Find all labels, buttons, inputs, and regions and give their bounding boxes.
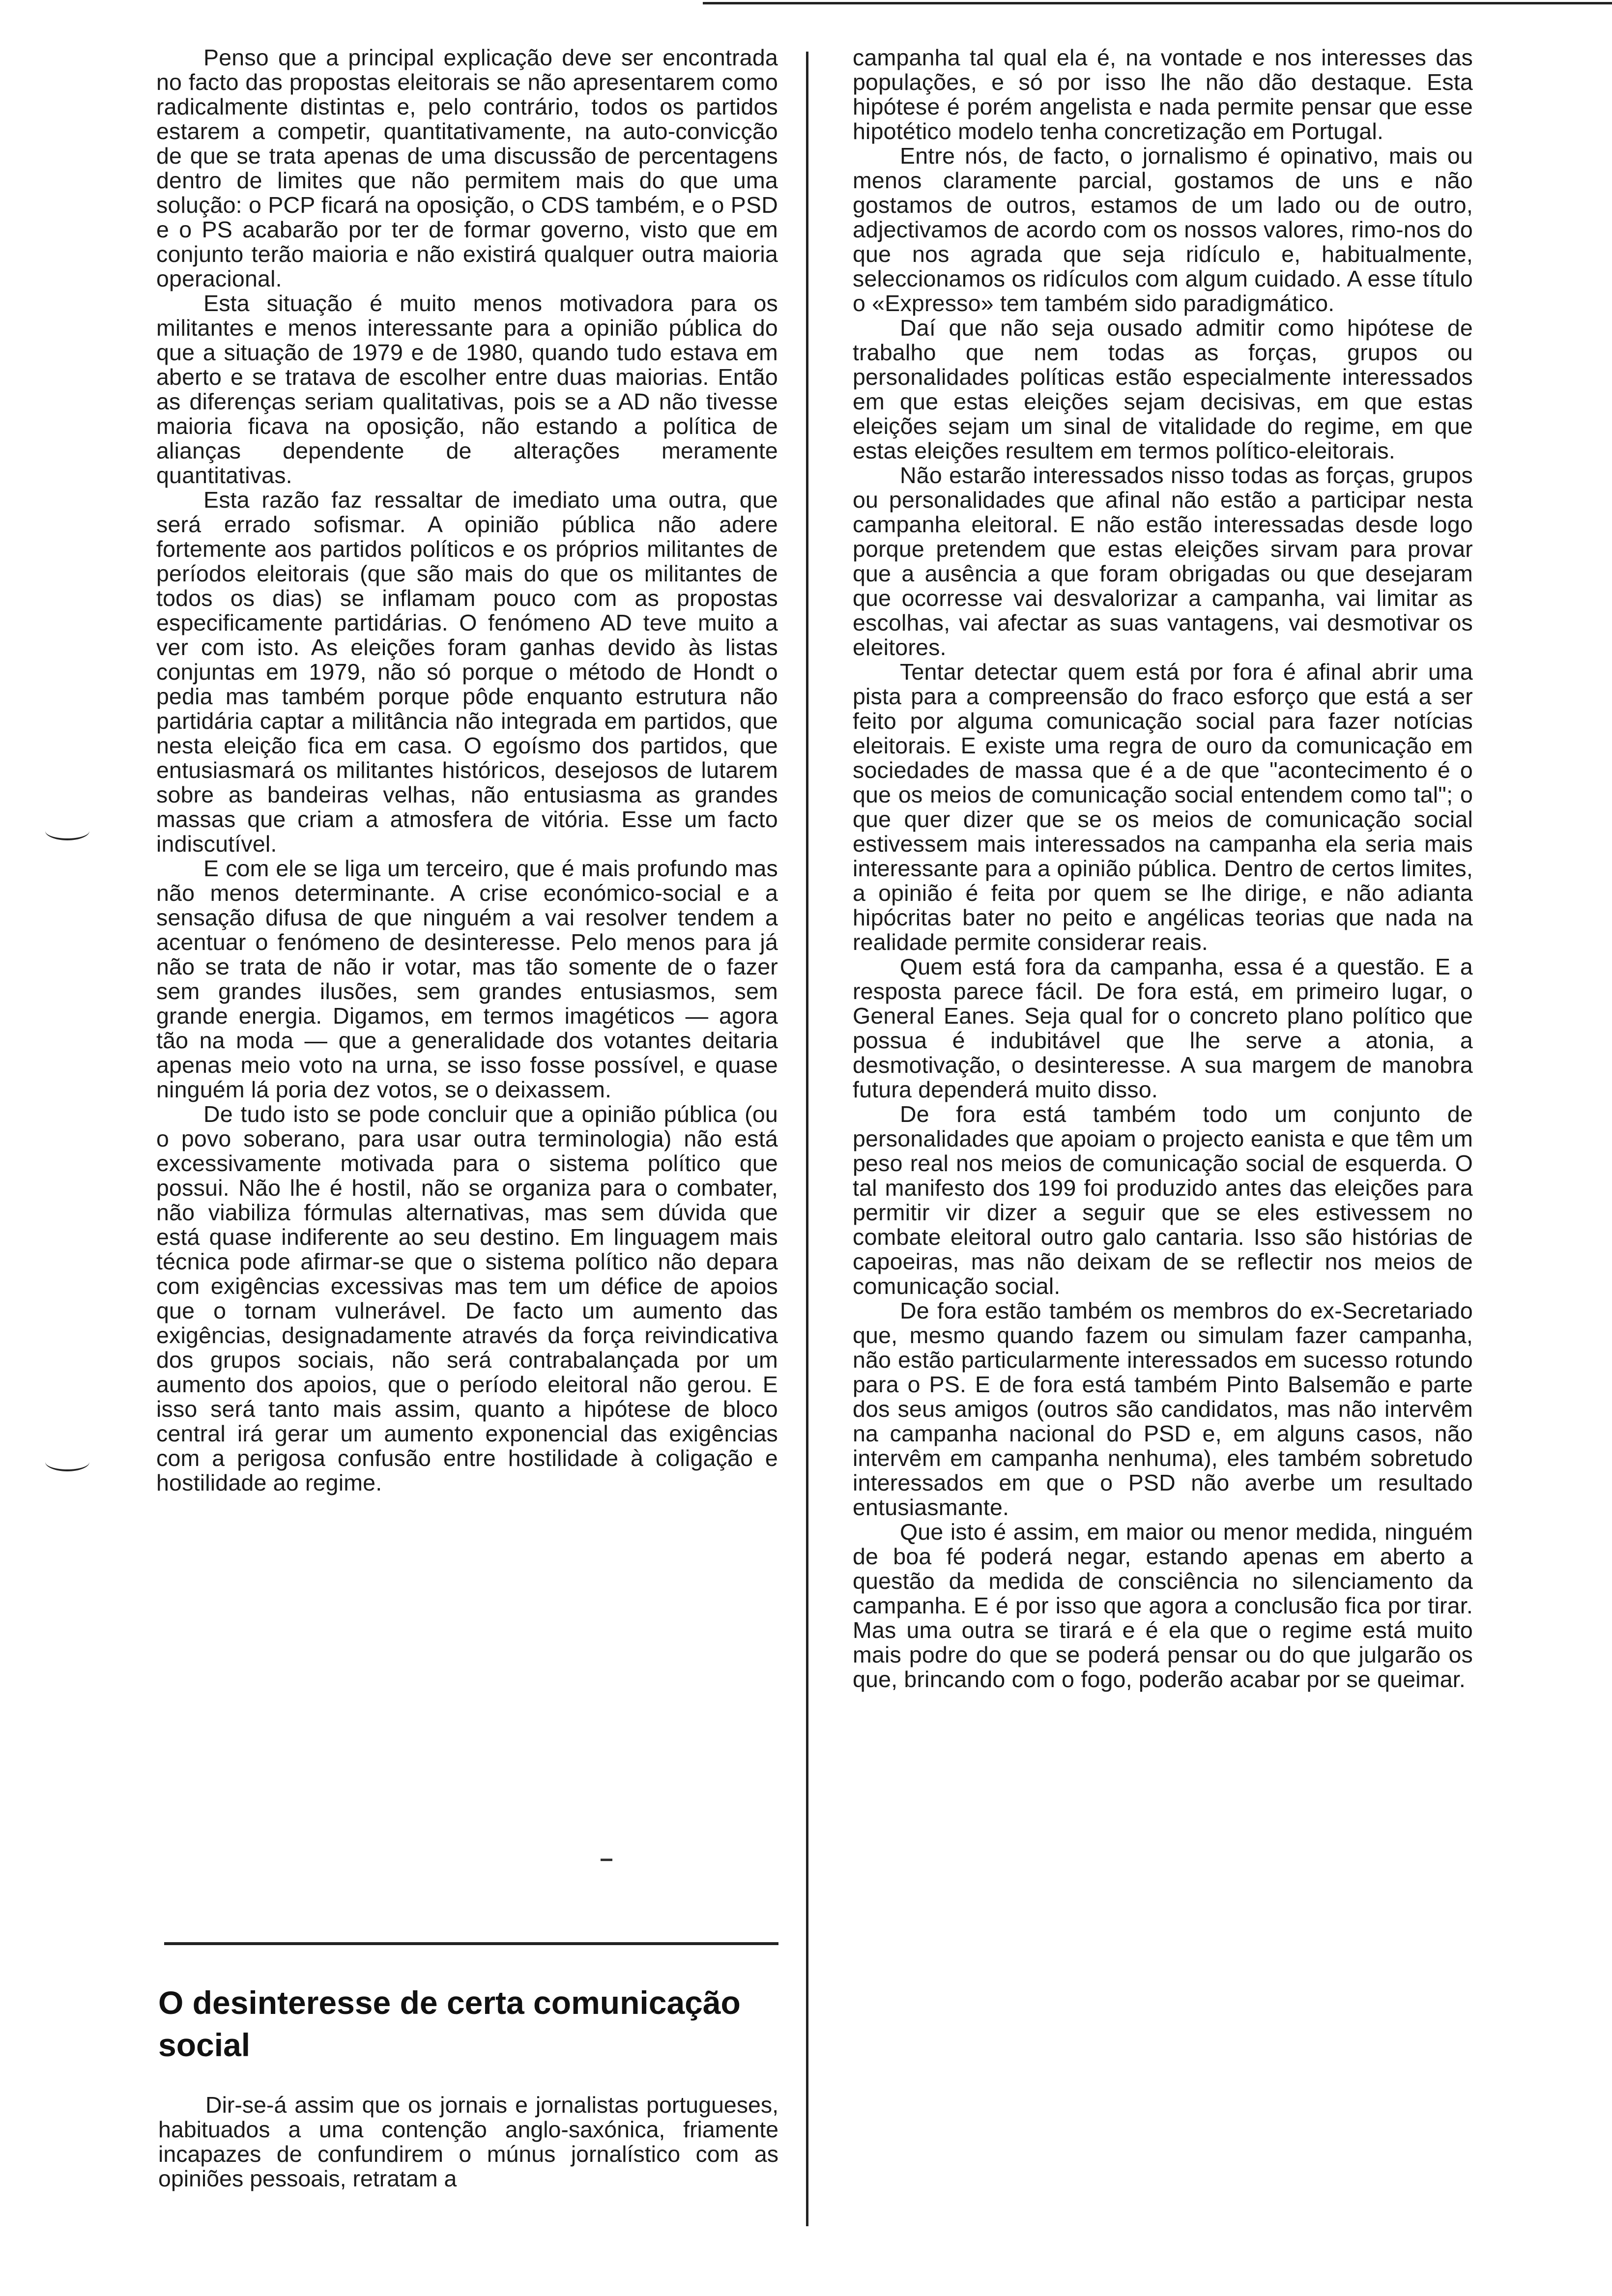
section-body (158, 2093, 778, 2191)
paragraph: Esta situação é muito menos motivadora para os militantes e menos interessante para a opinião pública do que a situação de 1979 e de 1980, quando tudo estava em aberto e se tratava de escolher entre duas maiorias. Então as diferenças seriam qualitativas, pois se a AD não tivesse maioria ficava na oposição, não estando a política de alianças dependente de alterações meramente quantitativas. (156, 290, 778, 488)
paragraph: Tentar detectar quem está por fora é afinal abrir uma pista para a compreensão do fraco esforço que está a ser feito por alguma comunicação social para fazer notícias eleitorais. E existe uma regra de ouro da comunicação em sociedades de massa que é a de que "acontecimento é o que os meios de comunicação social entendem como tal"; o que quer dizer que se os meios de comunicação social estivessem mais interessados na campanha ela seria mais interessante para a opinião pública. Dentro de certos limites, a opinião é feita por quem se lhe dirige, e não adianta hipócritas bater no peito e angélicas teorias que nada na realidade permite considerar reais. (853, 659, 1473, 955)
paragraph: Não estarão interessados nisso todas as forças, grupos ou personalidades que afinal não estão a participar nesta campanha eleitoral. E não estão interessadas desde logo porque pretendem que estas eleições sirvam para provar que a ausência a que foram obrigadas ou que desejaram que ocorresse vai desvalorizar a campanha, vai limitar as escolhas, vai afectar as suas vantagens, vai desmotivar os eleitores. (853, 462, 1473, 660)
margin-mark (45, 822, 89, 840)
paragraph: De tudo isto se pode concluir que a opinião pública (ou o povo soberano, para usar outra terminologia) não está excessivamente motivada para o sistema político que possui. Não lhe é hostil, não se organiza para o combater, não viabiliza fórmulas alternativas, mas sem dúvida que está quase indiferente ao seu destino. Em linguagem mais técnica pode afirmar-se que o sistema político não depara com exigências excessivas mas tem um défice de apoios que o tornam vulnerável. De facto um aumento das exigências, designadamente através da força reivindicativa dos grupos sociais, não será contrabalançada por um aumento dos apoios, que o período eleitoral não gerou. E isso será tanto mais assim, quanto a hipótese de bloco central irá gerar um aumento exponencial das exigências com a perigosa confusão entre hostilidade à coligação e hostilidade ao regime. (156, 1101, 778, 1495)
top-rule (703, 2, 1612, 4)
left-column (156, 45, 778, 1495)
paragraph: De fora está também todo um conjunto de personalidades que apoiam o projecto eanista e que têm um peso real nos meios de comunicação social de esquerda. O tal manifesto dos 199 foi produzido antes das eleições para permitir vir dizer a seguir que se eles estivessem no combate eleitoral outro galo cantaria. Isso são histórias de capoeiras, mas não deixam de se reflectir nos meios de comunicação social. (853, 1101, 1473, 1299)
margin-mark (45, 1453, 89, 1471)
paragraph: Penso que a principal explicação deve ser encontrada no facto das propostas eleitorais se não apresentarem como radicalmente distintas e, pelo contrário, todos os partidos estarem a competir, quantitativamente, na auto-convicção de que se trata apenas de uma discussão de percentagens dentro de limites que não permitem mais do que uma solução: o PCP ficará na oposição, o CDS também, e o PSD e o PS acabarão por ter de formar governo, visto que em conjunto terão maioria e não existirá qualquer outra maioria operacional. (156, 45, 778, 291)
end-dash (601, 1859, 612, 1861)
section-rule (164, 1942, 778, 1945)
right-column (853, 45, 1473, 1692)
paragraph: E com ele se liga um terceiro, que é mais profundo mas não menos determinante. A crise económico-social e a sensação difusa de que ninguém a vai resolver tendem a acentuar o fenómeno de desinteresse. Pelo menos para já não se trata de não ir votar, mas tão somente de o fazer sem grandes ilusões, sem grandes entusiasmos, sem grande energia. Digamos, em termos imagéticos — agora tão na moda — que a generalidade dos votantes deitaria apenas meio voto na urna, se isso fosse possível, e quase ninguém lá poria dez votos, se o deixassem. (156, 856, 778, 1102)
paragraph: Entre nós, de facto, o jornalismo é opinativo, mais ou menos claramente parcial, gostamos de uns e não gostamos de outros, estamos de um lado ou de outro, adjectivamos de acordo com os nossos valores, rimo-nos do que nos agrada que seja ridículo e, habitualmente, seleccionamos os ridículos com algum cuidado. A esse título o «Expresso» tem também sido paradigmático. (853, 143, 1473, 316)
paragraph: De fora estão também os membros do ex-Secretariado que, mesmo quando fazem ou simulam fazer campanha, não estão particularmente interessados em sucesso rotundo para o PS. E de fora está também Pinto Balsemão e parte dos seus amigos (outros são candidatos, mas não intervêm na campanha nacional do PSD e, em alguns casos, não intervêm em campanha nenhuma), eles também sobretudo interessados em que o PSD não averbe um resultado entusiasmante. (853, 1298, 1473, 1520)
paragraph: Daí que não seja ousado admitir como hipótese de trabalho que nem todas as forças, grupos ou personalidades políticas estão especialmente interessados em que estas eleições sejam decisivas, em que estas eleições sejam um sinal de vitalidade do regime, em que estas eleições resultem em termos político-eleitorais. (853, 315, 1473, 463)
paragraph: Que isto é assim, em maior ou menor medida, ninguém de boa fé poderá negar, estando apenas em aberto a questão da medida de consciência no silenciamento da campanha. E é por isso que agora a conclusão fica por tirar. Mas uma outra se tirará e é ela que o regime está muito mais podre do que se poderá pensar ou do que julgarão os que, brincando com o fogo, poderão acabar por se queimar. (853, 1519, 1473, 1692)
paragraph: Esta razão faz ressaltar de imediato uma outra, que será errado sofismar. A opinião pública não adere fortemente aos partidos políticos e os próprios militantes de períodos eleitorais (que são mais do que os militantes de todos os dias) se inflamam pouco com as propostas especificamente partidárias. O fenómeno AD teve muito a ver com isto. As eleições foram ganhas devido às listas conjuntas em 1979, não só porque o método de Hondt o pedia mas também porque pôde enquanto estrutura não partidária captar a militância não integrada em partidos, que nesta eleição fica em casa. O egoísmo dos partidos, que entusiasmará os militantes históricos, desejosos de lutarem sobre as bandeiras velhas, não entusiasma as grandes massas que criam a atmosfera de vitória. Esse um facto indiscutível. (156, 487, 778, 857)
paragraph-continuation: campanha tal qual ela é, na vontade e nos interesses das populações, e só por isso lhe não dão destaque. Esta hipótese é porém angelista e nada permite pensar que esse hipotético modelo tenha concretização em Portugal. (853, 45, 1473, 144)
column-divider (806, 52, 808, 2226)
section-heading: O desinteresse de certa comunicação social (158, 1984, 741, 2063)
paragraph: Dir-se-á assim que os jornais e jornalistas portugueses, habituados a uma contenção anglo-saxónica, friamente incapazes de confundirem o múnus jornalístico com as opiniões pessoais, retratam a (158, 2092, 778, 2191)
paragraph: Quem está fora da campanha, essa é a questão. E a resposta parece fácil. De fora está, em primeiro lugar, o General Eanes. Seja qual for o concreto plano político que possua é indubitável que lhe serve a atonia, a desmotivação, o desinteresse. A sua margem de manobra futura dependerá muito disso. (853, 954, 1473, 1102)
